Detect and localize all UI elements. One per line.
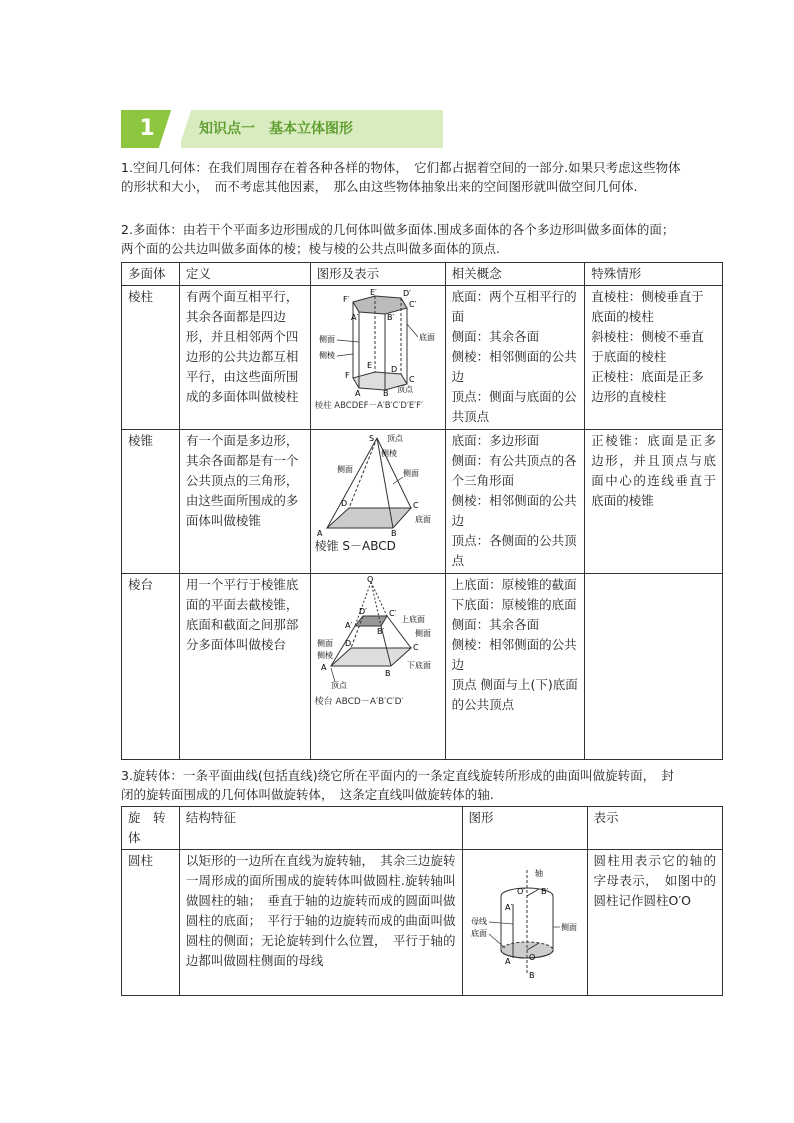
concept-item: 侧棱：相邻侧面的公共边 — [451, 493, 577, 528]
label-S: S — [368, 434, 374, 443]
label-edge: 侧棱 — [318, 351, 335, 360]
label-O: O — [366, 576, 373, 584]
label-D: D — [344, 639, 351, 648]
figure-cell — [310, 574, 445, 760]
label-bottom: 下底面 — [406, 661, 431, 670]
label-side-left: 侧面 — [316, 639, 333, 648]
label-vertex: 顶点 — [396, 385, 413, 394]
table-header-row — [122, 263, 723, 286]
special-item: 正棱柱：底面是正多边形的直棱柱 — [591, 369, 704, 404]
header-figure: 图形及表示 — [310, 263, 445, 286]
concept-item: 侧棱：相邻侧面的公共边 — [451, 349, 577, 384]
row-feature: 以矩形的一边所在直线为旋转轴， 其余三边旋转一周形成的面所围成的旋转体叫做圆柱.旋转轴叫做圆柱的轴； 垂直于轴的边旋转而成的圆面叫做圆柱的底面； 平行于轴的边旋转而成的曲面叫做圆柱的侧面；无论旋转到什么位置， 平行于轴的边都叫做圆柱侧面的母线 — [179, 850, 462, 996]
label-vertex: 顶点 — [330, 681, 347, 690]
label-base: 底面 — [414, 515, 431, 524]
row-name: 棱柱 — [122, 286, 180, 430]
concept-item: 顶点 侧面与上(下)底面的公共顶点 — [451, 677, 578, 712]
header-notation: 表示 — [587, 807, 723, 850]
table-row-prism — [122, 286, 723, 430]
row-concepts — [445, 286, 585, 430]
header-definition: 定义 — [179, 263, 310, 286]
header-feature: 结构特征 — [179, 807, 462, 850]
label-C: C — [412, 501, 419, 510]
section-banner — [121, 110, 441, 148]
label-side: 侧面 — [336, 465, 353, 474]
header-concepts: 相关概念 — [445, 263, 585, 286]
polyhedron-table — [121, 262, 723, 760]
special-item: 斜棱柱：侧棱不垂直于底面的棱柱 — [591, 329, 704, 364]
label-side: 侧面 — [560, 922, 577, 932]
label-D: D — [390, 365, 397, 374]
prism-figure — [315, 288, 439, 396]
concept-item: 底面：两个互相平行的面 — [451, 289, 577, 324]
concept-item: 侧面：其余各面 — [451, 329, 540, 344]
label-C: C — [408, 375, 415, 384]
label-A: A — [320, 663, 327, 672]
concept-item: 上底面：原棱锥的截面 — [451, 577, 577, 592]
frustum-figure — [315, 576, 439, 692]
label-F1: F′ — [342, 295, 350, 304]
row-notation: 圆柱用表示它的轴的字母表示， 如图中的圆柱记作圆柱O′O — [587, 850, 723, 996]
table-row-frustum — [122, 574, 723, 760]
label-E: E — [366, 361, 372, 370]
row-name: 棱锥 — [122, 430, 180, 574]
label-E1: E′ — [369, 288, 377, 297]
header-special: 特殊情形 — [585, 263, 723, 286]
section-title: 知识点一 基本立体图形 — [199, 121, 353, 137]
label-vertex: 顶点 — [386, 434, 403, 443]
section-number: 1 — [121, 110, 173, 148]
row-special — [585, 430, 723, 574]
table-row-pyramid — [122, 430, 723, 574]
row-name: 圆柱 — [122, 850, 180, 996]
label-B1: B′ — [540, 886, 548, 896]
prism-caption: 棱柱 ABCDEF－A′B′C′D′E′F′ — [314, 401, 423, 411]
row-definition: 有一个面是多边形，其余各面都是有一个公共顶点的三角形，由这些面所围成的多面体叫做棱锥 — [179, 430, 310, 574]
label-side: 侧面 — [318, 335, 335, 344]
label-axis: 轴 — [534, 868, 543, 878]
label-base: 底面 — [470, 928, 487, 938]
label-B: B — [528, 970, 534, 980]
concept-item: 顶点：侧面与底面的公共顶点 — [451, 389, 577, 424]
label-O1: O′ — [516, 886, 525, 896]
label-C1: C′ — [388, 609, 396, 618]
row-special — [585, 574, 723, 760]
label-D: D — [340, 499, 347, 508]
frustum-caption: 棱台 ABCD－A′B′C′D′ — [314, 697, 404, 707]
concept-item: 下底面：原棱锥的底面 — [451, 597, 577, 612]
label-D1: D′ — [358, 607, 367, 616]
label-A1: A′ — [504, 902, 512, 912]
label-edge: 侧棱 — [316, 651, 333, 660]
figure-cell — [310, 430, 445, 574]
paragraph-polyhedron: 2.多面体：由若干个平面多边形围成的几何体叫做多面体.围成多面体的各个多边形叫做多面体的面；两个面的公共边叫做多面体的棱；棱与棱的公共点叫做多面体的顶点. — [121, 222, 675, 256]
label-edge: 侧棱 — [380, 449, 397, 458]
label-D1: D′ — [402, 289, 411, 298]
concept-item: 侧棱：相邻侧面的公共边 — [451, 637, 577, 672]
figure-cell — [310, 286, 445, 430]
row-name: 棱台 — [122, 574, 180, 760]
pyramid-caption: 棱锥 S－ABCD — [314, 539, 396, 553]
label-F: F — [344, 371, 350, 380]
concept-item: 底面：多边形面 — [451, 433, 540, 448]
label-A: A — [316, 529, 323, 536]
label-C1: C′ — [408, 300, 416, 309]
special-item: 正棱锥：底面是正多边形，并且顶点与底面中心的连线垂直于底面的棱锥 — [591, 433, 716, 508]
table-header-row — [122, 807, 723, 850]
label-B: B — [382, 389, 389, 396]
header-body: 旋 转体 — [122, 807, 180, 850]
label-A1: A′ — [350, 313, 358, 322]
pyramid-figure — [315, 432, 439, 536]
table-row-cylinder — [122, 850, 723, 996]
label-side: 侧面 — [414, 629, 431, 638]
label-A: A — [504, 956, 510, 966]
concept-item: 侧面：有公共顶点的各个三角形面 — [451, 453, 577, 488]
row-definition: 有两个面互相平行，其余各面都是四边形，并且相邻两个四边形的公共边都互相平行，由这些面所围成的多面体叫做棱柱 — [179, 286, 310, 430]
paragraph-space-solid: 1.空间几何体：在我们周围存在着各种各样的物体， 它们都占据着空间的一部分.如果只考虑这些物体的形状和大小， 而不考虑其他因素， 那么由这些物体抽象出来的空间图形就叫做空间几何体. — [121, 160, 681, 194]
label-B1: B′ — [376, 627, 384, 636]
label-O: O — [528, 952, 535, 962]
label-top: 上底面 — [400, 615, 425, 624]
row-concepts — [445, 430, 585, 574]
label-gen: 母线 — [470, 916, 487, 926]
cylinder-figure — [465, 864, 585, 982]
header-figure: 图形 — [462, 807, 587, 850]
row-concepts — [445, 574, 585, 760]
header-polyhedron: 多面体 — [122, 263, 180, 286]
concept-item: 顶点：各侧面的公共顶点 — [451, 533, 577, 568]
paragraph-rotation-body: 3.旋转体：一条平面曲线(包括直线)绕它所在平面内的一条定直线旋转所形成的曲面叫做旋转面， 封闭的旋转面围成的几何体叫做旋转体， 这条定直线叫做旋转体的轴. — [121, 768, 674, 802]
row-definition: 用一个平行于棱锥底面的平面去截棱锥，底面和截面之间那部分多面体叫做棱台 — [179, 574, 310, 760]
label-B1: B′ — [386, 313, 394, 322]
special-item: 直棱柱：侧棱垂直于底面的棱柱 — [591, 289, 704, 324]
label-A1: A′ — [344, 621, 352, 630]
label-C: C — [412, 643, 419, 652]
label-side2: 侧面 — [402, 469, 419, 478]
label-A: A — [354, 389, 361, 396]
label-B: B — [390, 529, 397, 536]
label-B: B — [384, 669, 391, 678]
row-special — [585, 286, 723, 430]
figure-cell — [462, 850, 587, 996]
label-base: 底面 — [418, 333, 435, 342]
rotation-body-table — [121, 806, 723, 996]
concept-item: 侧面：其余各面 — [451, 617, 540, 632]
